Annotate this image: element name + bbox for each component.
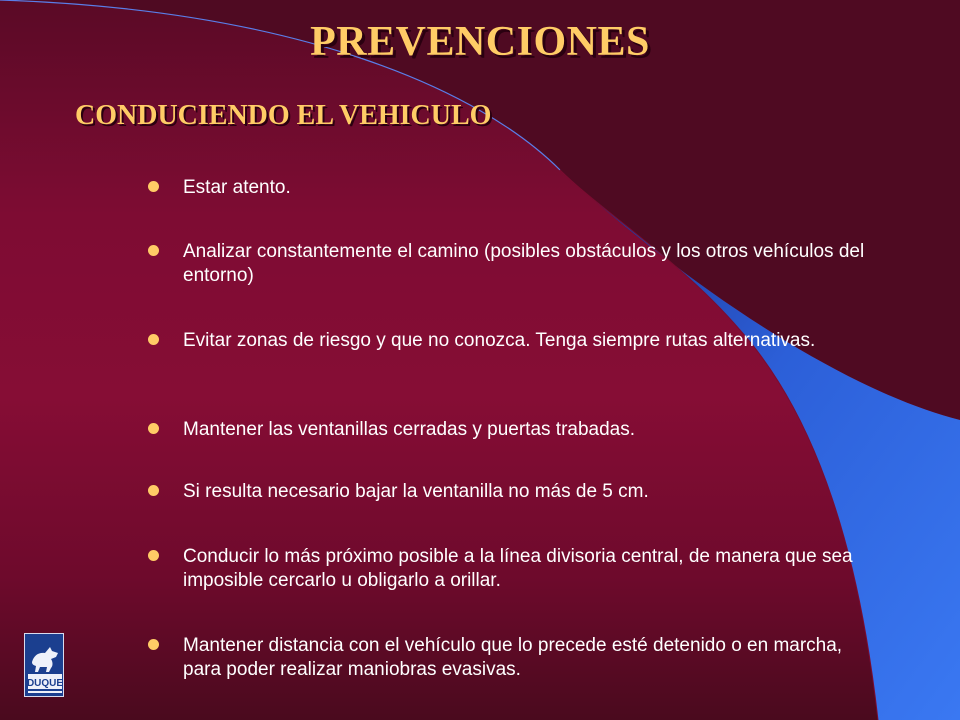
slide-subtitle: CONDUCIENDO EL VEHICULO — [75, 100, 492, 131]
company-logo — [24, 633, 64, 697]
bullet-dot-icon — [148, 245, 159, 256]
bullet-dot-icon — [148, 423, 159, 434]
bullet-dot-icon — [148, 334, 159, 345]
bullet-text: Evitar zonas de riesgo y que no conozca. Tenga siempre rutas alternativas. — [183, 330, 816, 351]
bullet-text: Analizar constantemente el camino (posibles obstáculos y los otros vehículos del entorno) — [183, 241, 865, 286]
bullet-dot-icon — [148, 181, 159, 192]
bullet-text: Conducir lo más próximo posible a la línea divisoria central, de manera que sea imposible cercarlo u obligarlo a orillar. — [183, 546, 853, 591]
bullet-dot-icon — [148, 639, 159, 650]
dog-logo-icon — [25, 634, 65, 698]
bullet-dot-icon — [148, 550, 159, 561]
bullet-text: Estar atento. — [183, 177, 291, 198]
bullet-text: Si resulta necesario bajar la ventanilla no más de 5 cm. — [183, 481, 649, 502]
slide-title: PREVENCIONES — [310, 19, 650, 65]
bullet-dot-icon — [148, 485, 159, 496]
bullet-text: Mantener las ventanillas cerradas y puertas trabadas. — [183, 419, 636, 440]
bullet-text: Mantener distancia con el vehículo que lo precede esté detenido o en marcha, para poder realizar maniobras evasivas. — [183, 635, 843, 680]
svg-text:DUQUE: DUQUE — [26, 678, 64, 689]
